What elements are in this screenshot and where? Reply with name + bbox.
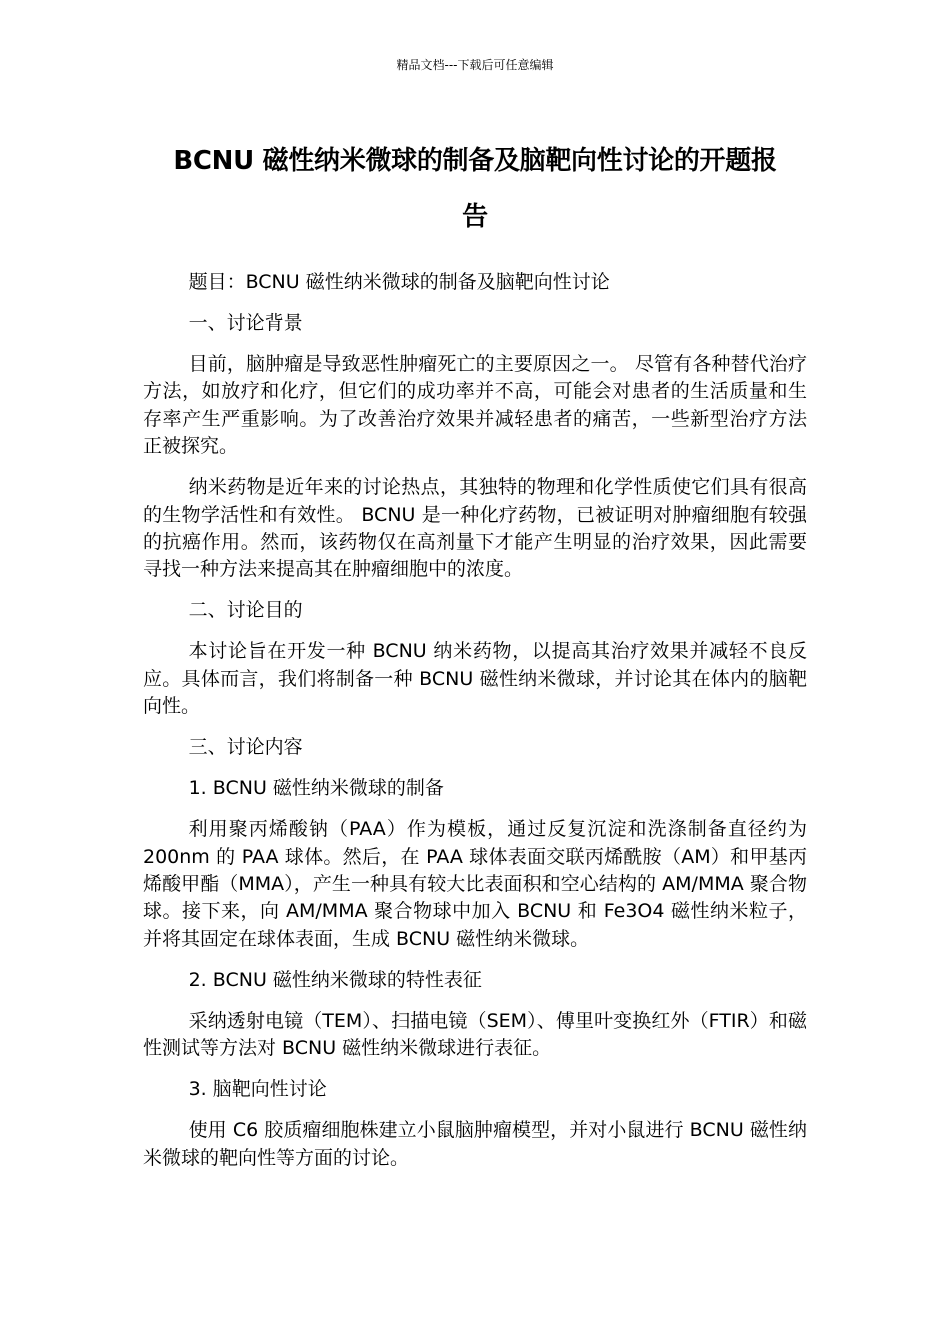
page-header-note: 精品文档---下载后可任意编辑	[396, 58, 554, 72]
background-paragraph-1: 目前，脑肿瘤是导致恶性肿瘤死亡的主要原因之一。 尽管有各种替代治疗方法，如放疗和化疗，但它们的成功率并不高，可能会对患者的生活质量和生存率产生严重影响。为了改善治疗效果并减轻患者的痛苦，一些新型治疗方法正被探究。	[143, 353, 807, 458]
preparation-paragraph: 利用聚丙烯酸钠（PAA）作为模板，通过反复沉淀和洗涤制备直径约为 200nm 的 PAA 球体。然后，在 PAA 球体表面交联丙烯酰胺（AM）和甲基丙烯酸甲酯（MMA），产生一种具有较大比表面积和空心结构的 AM/MMA 聚合物球。接下来，向 AM/MMA 聚合物球中加入 BCNU 和 Fe3O4 磁性纳米粒子，并将其固定在球体表面，生成 BCNU 磁性纳米微球。	[143, 818, 807, 950]
brain-targeting-paragraph: 使用 C6 胶质瘤细胞株建立小鼠脑肿瘤模型，并对小鼠进行 BCNU 磁性纳米微球的靶向性等方面的讨论。	[143, 1119, 807, 1169]
subsection-heading-preparation: 1. BCNU 磁性纳米微球的制备	[188, 777, 444, 800]
document-title-line-2: 告	[462, 202, 488, 232]
characterization-paragraph: 采纳透射电镜（TEM）、扫描电镜（SEM）、傅里叶变换红外（FTIR）和磁性测试等方法对 BCNU 磁性纳米微球进行表征。	[143, 1009, 807, 1060]
section-heading-content: 三、讨论内容	[188, 736, 303, 759]
document-title-line-1: BCNU 磁性纳米微球的制备及脑靶向性讨论的开题报	[173, 146, 777, 176]
purpose-paragraph: 本讨论旨在开发一种 BCNU 纳米药物，以提高其治疗效果并减轻不良反应。具体而言，我们将制备一种 BCNU 磁性纳米微球，并讨论其在体内的脑靶向性。	[143, 640, 807, 718]
section-heading-purpose: 二、讨论目的	[188, 599, 303, 622]
background-paragraph-2: 纳米药物是近年来的讨论热点，其独特的物理和化学性质使它们具有很高的生物学活性和有效性。 BCNU 是一种化疗药物，已被证明对肿瘤细胞有较强的抗癌作用。然而，该药物仅在高剂量下才能产生明显的治疗效果，因此需要寻找一种方法来提高其在肿瘤细胞中的浓度。	[143, 476, 807, 581]
document-title	[143, 133, 807, 245]
topic-line: 题目：BCNU 磁性纳米微球的制备及脑靶向性讨论	[188, 271, 610, 293]
document-body	[143, 269, 807, 1186]
subsection-heading-characterization: 2. BCNU 磁性纳米微球的特性表征	[188, 968, 482, 991]
subsection-heading-brain-targeting: 3. 脑靶向性讨论	[188, 1078, 327, 1101]
section-heading-background: 一、讨论背景	[188, 312, 303, 334]
